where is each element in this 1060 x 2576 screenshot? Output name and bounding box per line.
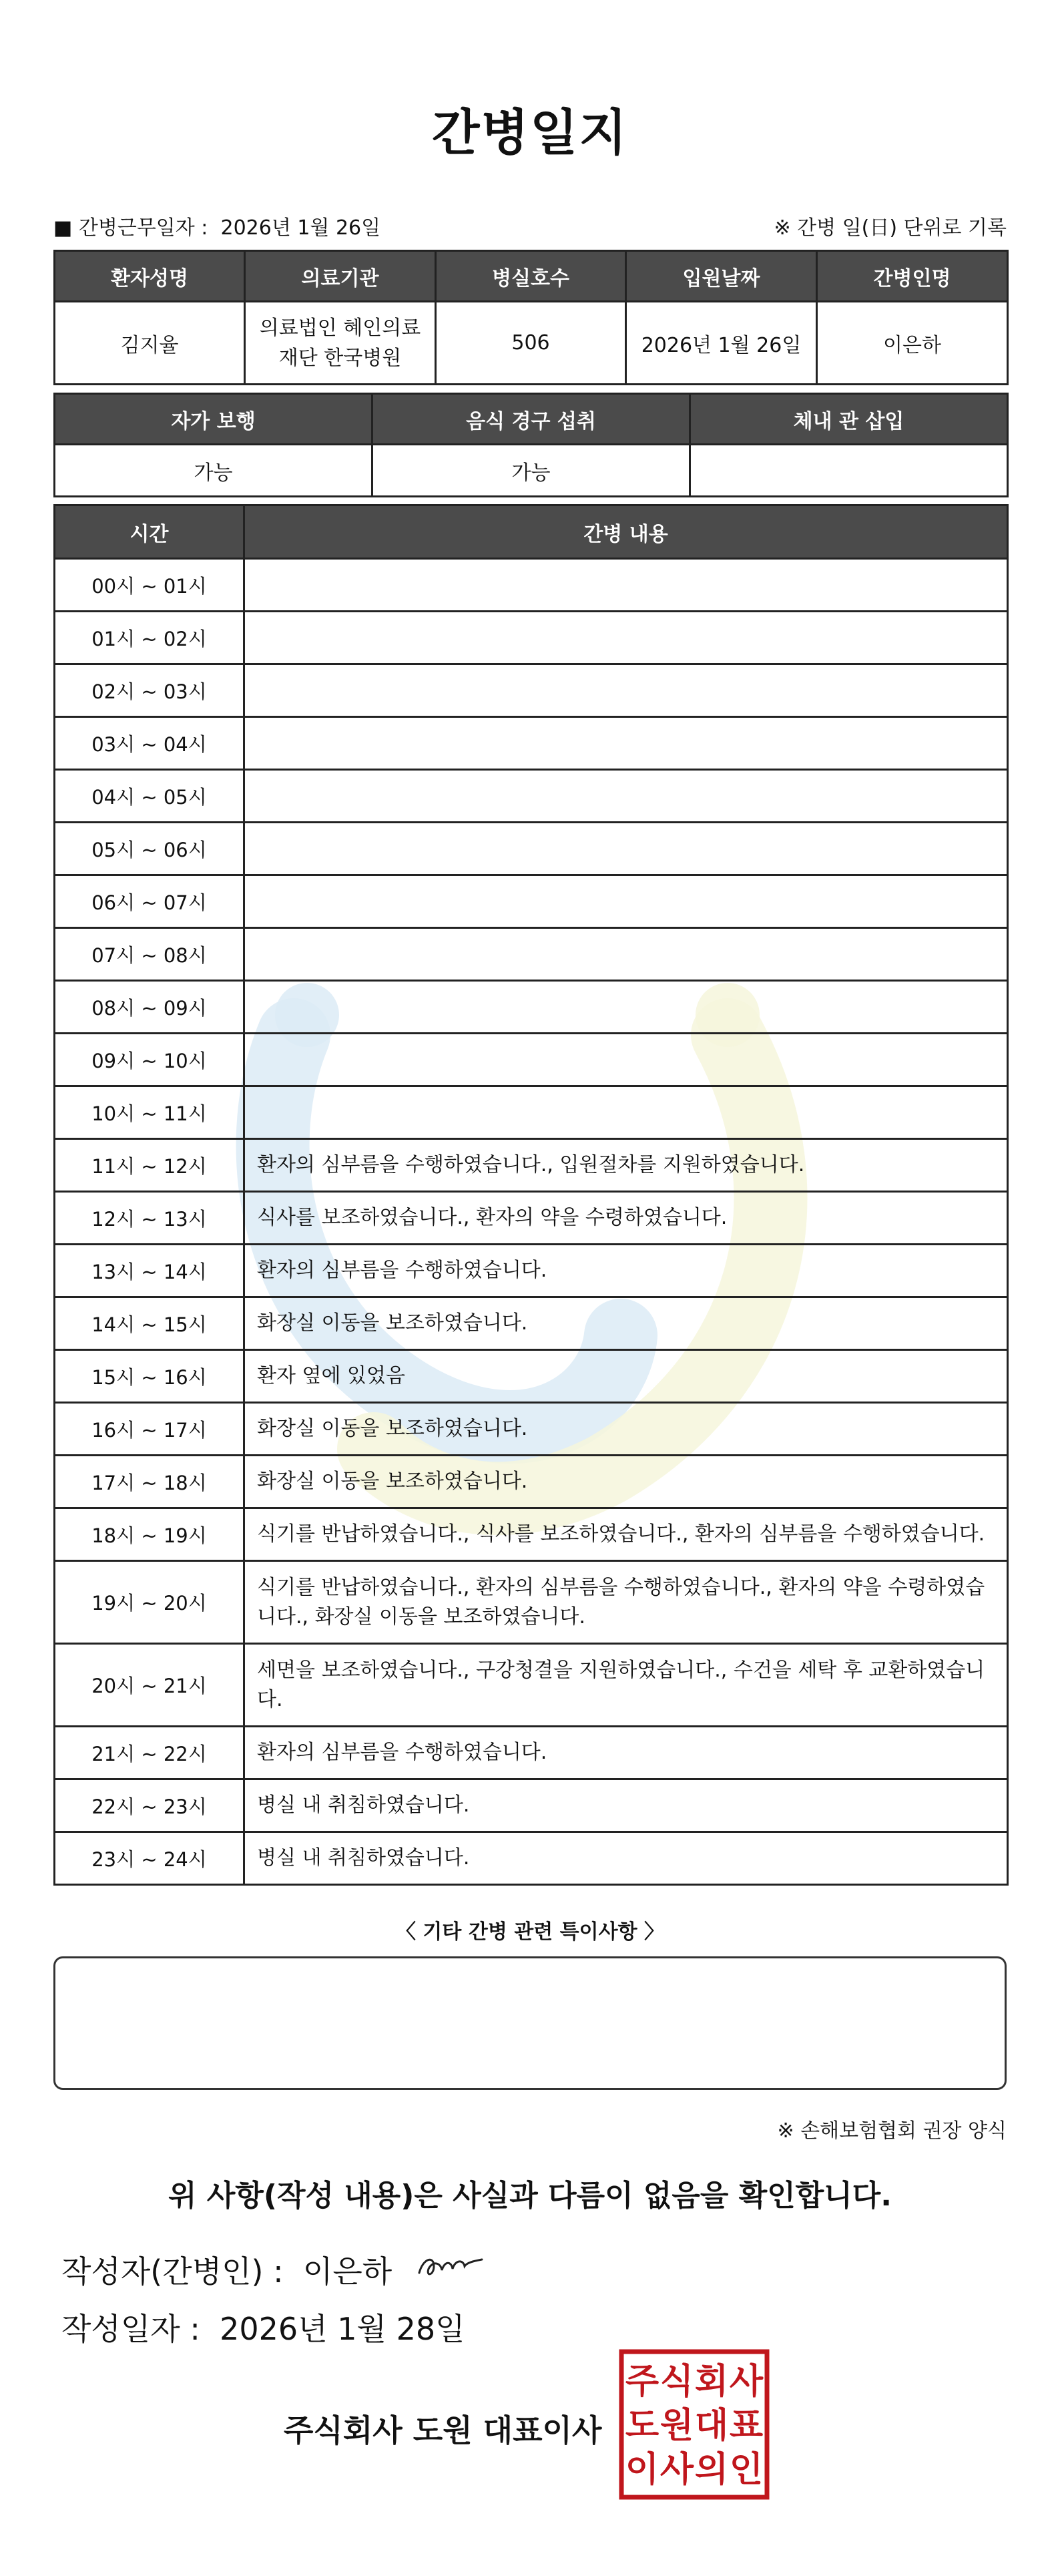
hospital-line-2: 재단 한국병원 <box>278 346 402 370</box>
log-row <box>55 1350 1008 1403</box>
admit-date: 2026년 1월 26일 <box>626 302 817 385</box>
work-date-value: 2026년 1월 26일 <box>220 216 381 240</box>
log-row <box>55 875 1008 928</box>
log-time: 13시 ~ 14시 <box>55 1245 244 1297</box>
seal-character: 원 <box>659 2405 694 2446</box>
log-content <box>244 1086 1008 1139</box>
log-content <box>244 559 1008 612</box>
log-row <box>55 1644 1008 1727</box>
oral-intake-value: 가능 <box>372 445 690 497</box>
care-log-table <box>53 504 1009 1886</box>
log-content: 화장실 이동을 보조하였습니다. <box>244 1456 1008 1508</box>
header-oral-intake: 음식 경구 섭취 <box>372 394 690 445</box>
seal-character: 의 <box>694 2449 729 2490</box>
log-content: 화장실 이동을 보조하였습니다. <box>244 1403 1008 1456</box>
log-time: 05시 ~ 06시 <box>55 823 244 875</box>
log-row <box>55 1403 1008 1456</box>
header-patient-name: 환자성명 <box>55 251 245 302</box>
log-row <box>55 1139 1008 1192</box>
log-content: 식기를 반납하였습니다., 환자의 심부름을 수행하였습니다., 환자의 약을 수령하였습니다., 화장실 이동을 보조하였습니다. <box>244 1561 1008 1644</box>
log-content <box>244 612 1008 664</box>
seal-character: 표 <box>729 2405 764 2446</box>
log-row <box>55 559 1008 612</box>
header-room: 병실호수 <box>436 251 626 302</box>
header-care-content: 간병 내용 <box>244 505 1008 559</box>
log-content: 화장실 이동을 보조하였습니다. <box>244 1297 1008 1350</box>
log-time: 14시 ~ 15시 <box>55 1297 244 1350</box>
seal-character: 사 <box>729 2361 764 2402</box>
log-time: 08시 ~ 09시 <box>55 981 244 1034</box>
log-time: 00시 ~ 01시 <box>55 559 244 612</box>
log-time: 22시 ~ 23시 <box>55 1779 244 1832</box>
log-time: 17시 ~ 18시 <box>55 1456 244 1508</box>
log-row <box>55 1727 1008 1779</box>
seal-character: 사 <box>659 2449 694 2490</box>
confirmation-statement: 위 사항(작성 내용)은 사실과 다름이 없음을 확인합니다. <box>168 2179 892 2213</box>
log-row <box>55 1779 1008 1832</box>
work-date-label: ■ 간병근무일자 : <box>53 216 208 240</box>
log-row <box>55 928 1008 981</box>
log-row <box>55 770 1008 823</box>
log-time: 03시 ~ 04시 <box>55 717 244 770</box>
tube-insertion-value <box>690 445 1008 497</box>
log-row <box>55 1297 1008 1350</box>
log-row <box>55 1508 1008 1561</box>
log-time: 01시 ~ 02시 <box>55 612 244 664</box>
log-time: 23시 ~ 24시 <box>55 1832 244 1885</box>
written-date-value: 2026년 1월 28일 <box>220 2311 465 2347</box>
log-row <box>55 1456 1008 1508</box>
log-content: 환자의 심부름을 수행하였습니다. <box>244 1245 1008 1297</box>
log-row <box>55 1086 1008 1139</box>
log-row <box>55 1192 1008 1245</box>
company-seal-stamp <box>617 2348 771 2501</box>
special-notes-label: 〈 기타 간병 관련 특이사항 〉 <box>395 1920 665 1944</box>
written-date-label: 작성일자 : <box>61 2311 200 2347</box>
room-number: 506 <box>436 302 626 385</box>
log-time: 06시 ~ 07시 <box>55 875 244 928</box>
seal-character: 이 <box>625 2449 659 2490</box>
header-self-walking: 자가 보행 <box>55 394 372 445</box>
company-representative: 주식회사 도원 대표이사 <box>284 2412 602 2448</box>
log-time: 21시 ~ 22시 <box>55 1727 244 1779</box>
log-content <box>244 875 1008 928</box>
work-date <box>53 211 380 240</box>
log-content <box>244 717 1008 770</box>
log-time: 16시 ~ 17시 <box>55 1403 244 1456</box>
seal-character: 주 <box>625 2361 659 2402</box>
log-time: 10시 ~ 11시 <box>55 1086 244 1139</box>
log-time: 19시 ~ 20시 <box>55 1561 244 1644</box>
seal-character: 도 <box>625 2405 659 2446</box>
written-date-line <box>61 2305 465 2349</box>
log-content <box>244 664 1008 717</box>
header-caregiver: 간병인명 <box>817 251 1008 302</box>
log-time: 12시 ~ 13시 <box>55 1192 244 1245</box>
writer-label: 작성자(간병인) : <box>61 2253 284 2290</box>
log-content <box>244 823 1008 875</box>
log-row <box>55 1034 1008 1086</box>
log-row <box>55 823 1008 875</box>
patient-status-table <box>53 393 1009 497</box>
header-hospital: 의료기관 <box>245 251 436 302</box>
hospital-name <box>245 302 436 385</box>
log-content <box>244 1034 1008 1086</box>
log-row <box>55 717 1008 770</box>
record-unit-note: ※ 간병 일(日) 단위로 기록 <box>774 216 1007 240</box>
log-content: 환자의 심부름을 수행하였습니다., 입원절차를 지원하였습니다. <box>244 1139 1008 1192</box>
patient-info-table <box>53 250 1009 385</box>
log-content: 식기를 반납하였습니다., 식사를 보조하였습니다., 환자의 심부름을 수행하였습니다. <box>244 1508 1008 1561</box>
log-content <box>244 770 1008 823</box>
patient-name: 김지율 <box>55 302 245 385</box>
log-row <box>55 1832 1008 1885</box>
log-time: 20시 ~ 21시 <box>55 1644 244 1727</box>
log-row <box>55 1561 1008 1644</box>
log-content: 병실 내 취침하였습니다. <box>244 1779 1008 1832</box>
seal-character: 식 <box>659 2361 694 2402</box>
log-content: 환자 옆에 있었음 <box>244 1350 1008 1403</box>
header-admit-date: 입원날짜 <box>626 251 817 302</box>
log-content <box>244 928 1008 981</box>
log-content: 식사를 보조하였습니다., 환자의 약을 수령하였습니다. <box>244 1192 1008 1245</box>
log-time: 07시 ~ 08시 <box>55 928 244 981</box>
handwritten-signature <box>414 2246 501 2284</box>
log-time: 04시 ~ 05시 <box>55 770 244 823</box>
self-walking-value: 가능 <box>55 445 372 497</box>
header-time: 시간 <box>55 505 244 559</box>
log-row <box>55 981 1008 1034</box>
log-content: 병실 내 취침하였습니다. <box>244 1832 1008 1885</box>
header-tube-insertion: 체내 관 삽입 <box>690 394 1008 445</box>
log-content: 세면을 보조하였습니다., 구강청결을 지원하였습니다., 수건을 세탁 후 교환하였습니다. <box>244 1644 1008 1727</box>
log-time: 11시 ~ 12시 <box>55 1139 244 1192</box>
log-time: 15시 ~ 16시 <box>55 1350 244 1403</box>
seal-character: 인 <box>729 2449 764 2490</box>
seal-character: 대 <box>694 2405 729 2446</box>
page-title: 간병일지 <box>432 104 628 162</box>
seal-character: 회 <box>694 2361 729 2402</box>
form-source-note: ※ 손해보험협회 권장 양식 <box>777 2119 1007 2143</box>
log-time: 02시 ~ 03시 <box>55 664 244 717</box>
hospital-line-1: 의료법인 혜인의료 <box>259 316 421 340</box>
log-row <box>55 612 1008 664</box>
writer-name: 이은하 <box>302 2253 392 2290</box>
log-row <box>55 664 1008 717</box>
writer-line <box>61 2247 392 2292</box>
log-time: 09시 ~ 10시 <box>55 1034 244 1086</box>
log-time: 18시 ~ 19시 <box>55 1508 244 1561</box>
log-row <box>55 1245 1008 1297</box>
log-content <box>244 981 1008 1034</box>
log-content: 환자의 심부름을 수행하였습니다. <box>244 1727 1008 1779</box>
caregiver-name: 이은하 <box>817 302 1008 385</box>
special-notes-box <box>53 1956 1007 2090</box>
